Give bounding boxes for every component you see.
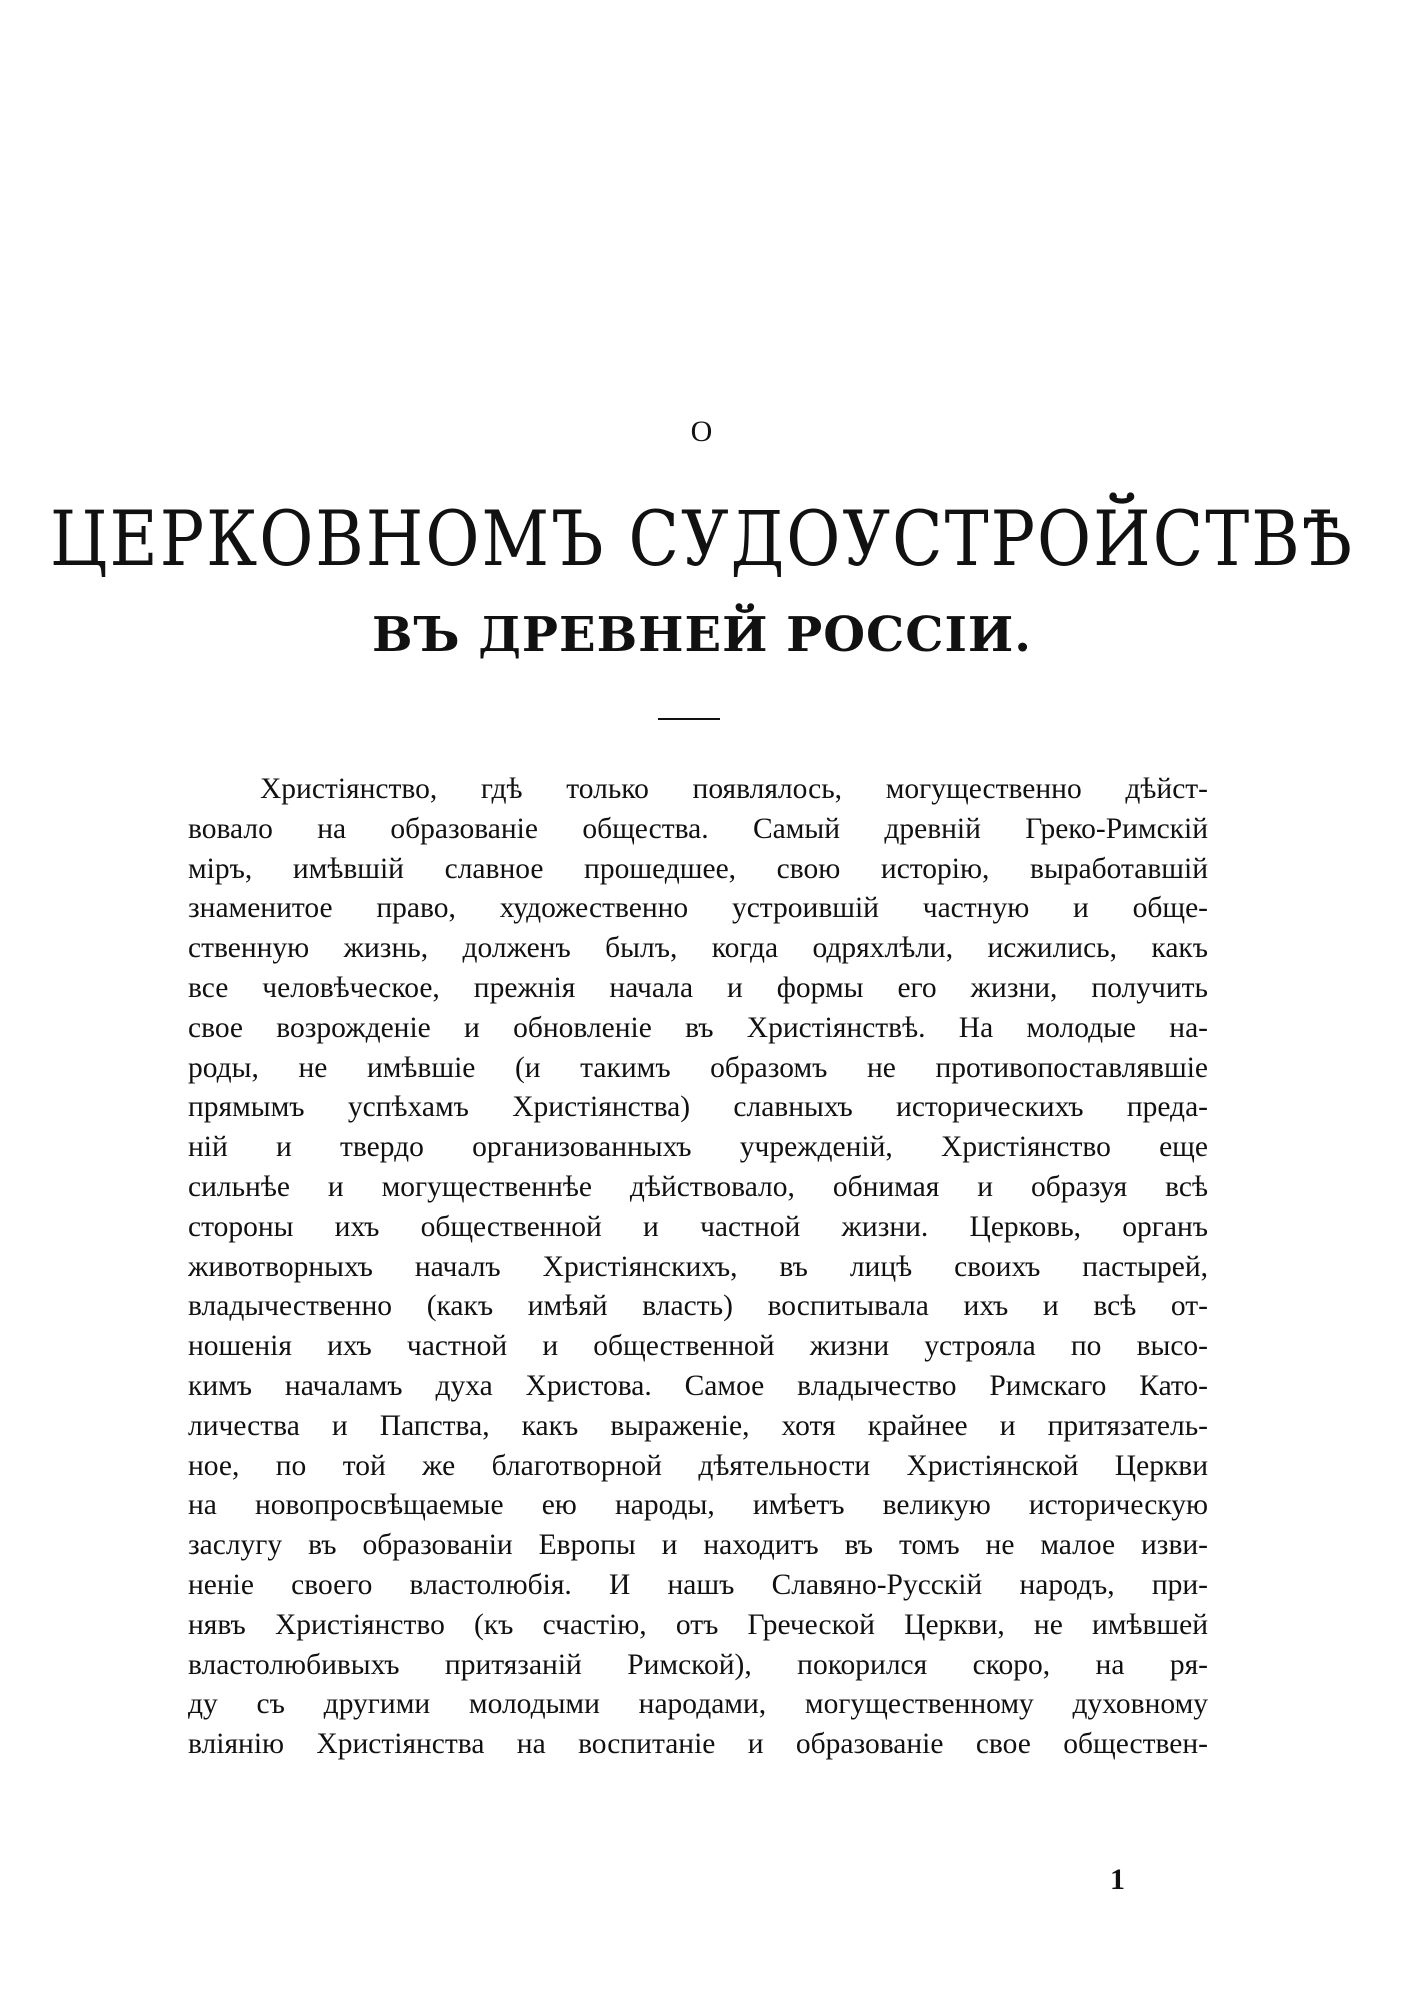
text-line: заслугу въ образованіи Европы и находитъ въ томъ не малое изви-: [188, 1529, 1208, 1562]
text-line: вліянію Христіянства на воспитаніе и образованіе свое обществен-: [188, 1728, 1208, 1761]
text-line: ственную жизнь, долженъ былъ, когда одряхлѣли, исжились, какъ: [188, 932, 1208, 965]
text-line: вовало на образованіе общества. Самый древній Греко-Римскій: [188, 812, 1208, 845]
text-line: ное, по той же благотворной дѣятельности Христіянской Церкви: [188, 1449, 1208, 1482]
pre-title: О: [690, 415, 714, 448]
text-line: животворныхъ началъ Христіянскихъ, въ лицѣ своихъ пастырей,: [188, 1250, 1208, 1283]
text-line: стороны ихъ общественной и частной жизни. Церковь, органъ: [188, 1210, 1208, 1243]
page-number: 1: [1110, 1863, 1125, 1896]
text-line: неніе своего властолюбія. И нашъ Славяно-Русскій народъ, при-: [188, 1568, 1208, 1601]
page-title: ЦЕРКОВНОМЪ СУДОУСТРОЙСТВѢ: [49, 494, 1355, 584]
text-line: знаменитое право, художественно устроившій частную и обще-: [188, 892, 1208, 925]
text-line: властолюбивыхъ притязаній Римской), покорился скоро, на ря-: [188, 1648, 1208, 1681]
text-line: нявъ Христіянство (къ счастію, отъ Греческой Церкви, не имѣвшей: [188, 1608, 1208, 1641]
text-line: все человѣческое, прежнія начала и формы его жизни, получить: [188, 971, 1208, 1004]
text-line: ношенія ихъ частной и общественной жизни устрояла по высо-: [188, 1330, 1208, 1363]
text-line: на новопросвѣщаемые ею народы, имѣетъ великую историческую: [188, 1489, 1208, 1522]
text-line: свое возрожденіе и обновленіе въ Христіянствѣ. На молодые на-: [188, 1011, 1208, 1044]
text-line: Христіянство, гдѣ только появлялось, могущественно дѣйст-: [260, 773, 1208, 805]
text-line: прямымъ успѣхамъ Христіянства) славныхъ историческихъ преда-: [188, 1091, 1208, 1124]
title-divider: [658, 718, 720, 720]
text-line: роды, не имѣвшіе (и такимъ образомъ не противопоставлявшіе: [188, 1051, 1208, 1084]
text-line: владычественно (какъ имѣяй власть) воспитывала ихъ и всѣ от-: [188, 1290, 1208, 1323]
body-text: [188, 770, 1208, 1765]
text-line: міръ, имѣвшій славное прошедшее, свою исторію, выработавшій: [188, 852, 1208, 885]
text-line: ду съ другими молодыми народами, могущественному духовному: [188, 1688, 1208, 1721]
page-subtitle: ВЪ ДРЕВНЕЙ РОССІИ.: [372, 607, 1032, 663]
text-line: личества и Папства, какъ выраженіе, хотя крайнее и притязатель-: [188, 1409, 1208, 1442]
text-line: ній и твердо организованныхъ учрежденій, Христіянство еще: [188, 1131, 1208, 1164]
text-line: сильнѣе и могущественнѣе дѣйствовало, обнимая и образуя всѣ: [188, 1170, 1208, 1203]
text-line: кимъ началамъ духа Христова. Самое владычество Римскаго Като-: [188, 1369, 1208, 1402]
